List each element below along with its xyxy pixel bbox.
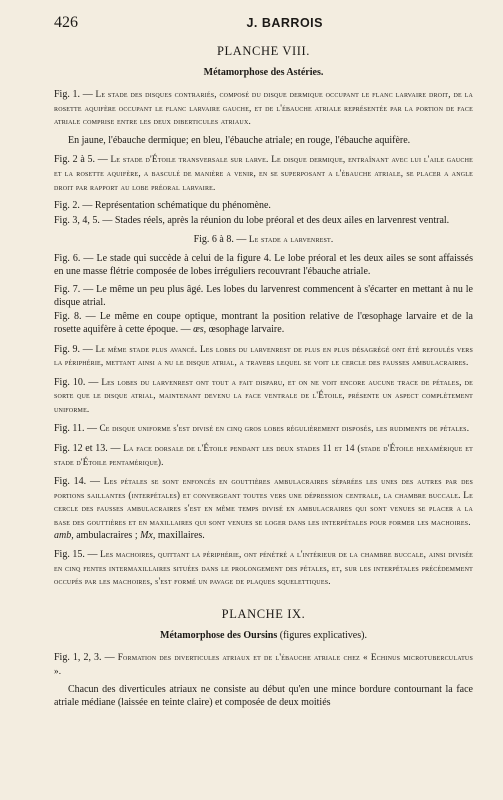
- caption-lead: Fig. 8. —: [54, 311, 96, 323]
- caption-lead: Fig. 2. —: [54, 200, 93, 212]
- caption-lead: Fig. 15. —: [54, 549, 98, 561]
- caption-colors-note: [54, 135, 473, 148]
- caption-fig-7: [54, 284, 473, 309]
- caption-ix-paragraph: [54, 684, 473, 709]
- caption-fig-6-8: [54, 233, 473, 247]
- caption-lead: Fig. 9. —: [54, 343, 93, 355]
- caption-text: Le stade d'Étoile transversale sur larve. Le disque dermique, entraînant avec lui l'aile gauche et la rosette aquifère, a basculé de manière a venir, en se superposant a l'ébauche atriale, se placer a angle droit par rapport au lobe préoral larvaire.: [54, 154, 474, 192]
- plate-viii-title: PLANCHE VIII.: [217, 44, 310, 58]
- caption-text: Le même un peu plus âgé. Les lobes du larvenrest commencent à s'écarter en mettant à nu le disque atrial.: [54, 284, 474, 308]
- caption-lead: Fig. 1, 2, 3. —: [54, 652, 115, 663]
- page-header: [54, 14, 473, 38]
- caption-fig-14-legend: [54, 530, 473, 543]
- caption-fig-3-4-5: [54, 215, 473, 228]
- caption-lead: Fig. 6 à 8. —: [193, 234, 247, 246]
- caption-fig-8: [54, 311, 473, 336]
- plate-ix-subtitle-rest: (figures explicatives).: [279, 630, 367, 641]
- abbreviation: amb,: [54, 529, 74, 541]
- caption-lead: Fig. 3, 4, 5. —: [54, 214, 113, 226]
- caption-text: Stades réels, après la réunion du lobe préoral et des deux ailes en larvenrest ventral.: [114, 214, 450, 226]
- caption-fig-12-13: [54, 442, 473, 469]
- page-number: 426: [54, 14, 78, 31]
- caption-lead: Fig. 7. —: [54, 284, 94, 296]
- caption-text: Les lobes du larvenrest ont tout a fait disparu, et on ne voit encore aucune trace de pétales, de sorte que le disque atrial, maintenant devenu la face ventrale de l'Étoile, présente un aspect complètement uniforme.: [54, 376, 474, 414]
- caption-fig-11: [54, 422, 473, 436]
- caption-text: Formation des diverticules atriaux et de l'ébauche atriale chez « Echinus microtuberculatus ».: [54, 652, 473, 676]
- caption-text: La face dorsale de l'Étoile pendant les deux stades 11 et 14 (stade d'Étoile hexamérique et stade d'Étoile pentamérique).: [54, 443, 473, 467]
- abbreviation: Mx,: [140, 529, 156, 541]
- caption-lead: Fig. 12 et 13. —: [54, 443, 121, 455]
- caption-text: ambulacraires ;: [76, 529, 138, 541]
- running-head: J. BARROIS: [246, 16, 323, 30]
- caption-text: Le stade des disques contrariés, composé du disque dermique occupant le flanc larvaire droit, de la rosette aquifère occupant le flanc larvaire gauche, et de l'ébauche atriale représentée par la portion de face atriale comprise entre les deux diberticules atriaux.: [54, 89, 474, 127]
- caption-lead: Fig. 10. —: [54, 376, 99, 388]
- caption-fig-9: [54, 343, 473, 370]
- abbreviation: œs,: [193, 323, 207, 335]
- caption-lead: Fig. 6. —: [54, 252, 94, 264]
- caption-text: Les machoires, quittant la périphérie, ont pénétré a l'intérieur de la chambre buccale, ainsi divisée en cinq fentes intermaxillaires situées dans le prolongement des pétales, et, sur les interpétales précédemment occupés par les machoires, s'est formé un pavage de plaques squelettiques.: [54, 549, 474, 587]
- caption-fig-15: [54, 548, 473, 589]
- caption-fig-14: [54, 475, 473, 529]
- caption-lead: Fig. 14. —: [54, 476, 100, 488]
- caption-fig-2-5: [54, 153, 473, 194]
- caption-lead: Fig. 2 à 5. —: [54, 154, 108, 166]
- caption-text: En jaune, l'ébauche dermique; en bleu, l'ébauche atriale; en rouge, l'ébauche aquifère.: [68, 134, 411, 146]
- plate-ix-subtitle: [54, 630, 473, 641]
- caption-text: Chacun des diverticules atriaux ne consiste au début qu'en une mince bordure contournant la face atriale médiane (laissée en teinte claire) et composée de deux moitiés: [54, 684, 473, 708]
- plate-viii-subtitle: Métamorphose des Astéries.: [203, 67, 324, 78]
- caption-text: Le même en coupe optique, montrant la position relative de l'œsophage larvaire et de la rosette aquifère à cette époque. —: [54, 311, 473, 335]
- caption-fig-6: [54, 253, 473, 278]
- caption-text: Représentation schématique du phénomène.: [94, 200, 271, 212]
- caption-text: maxillaires.: [157, 529, 205, 541]
- plate-ix-title: PLANCHE IX.: [221, 607, 306, 621]
- caption-text: Le stade a larvenrest.: [248, 234, 334, 245]
- plate-ix-subtitle-main: Métamorphose des Oursins: [160, 630, 278, 641]
- caption-fig-1: [54, 88, 473, 129]
- caption-text: Le stade qui succède à celui de la figure 4. Le lobe préoral et les deux ailes se sont affaissés en une masse flétrie composée de lobes irréguliers recouvrant l'ébauche atriale.: [54, 252, 474, 277]
- caption-text: œsophage larvaire.: [208, 323, 285, 335]
- caption-fig-2: [54, 200, 473, 213]
- caption-fig-10: [54, 376, 473, 417]
- caption-ix-fig-1-3: [54, 651, 473, 678]
- caption-lead: Fig. 1. —: [54, 89, 93, 100]
- caption-text: Le même stade plus avancé. Les lobes du larvenrest de plus en plus désagrégé ont été refoulés vers la périphérie, mettant ainsi a nu le disque atrial, a travers lequel se voit le cercle des fausses ambulacraires.: [54, 343, 474, 368]
- caption-text: Les pétales se sont enfoncés en gouttières ambulacraires séparées les unes des autres par des portions saillantes (interpétales) et convergeant toutes vers une dépression centrale, la chambre buccale. Le cercle des fausses ambulacraires s'est en même temps divisé en ambulacraires qui sont venues se placer a la base des gouttières et en maxillaires qui sont venues se loger dans les interpétales pour former les machoires.: [54, 476, 474, 528]
- caption-lead: Fig. 11. —: [54, 423, 97, 435]
- caption-text: Ce disque uniforme s'est divisé en cinq gros lobes régulièrement disposés, les rudiments de pétales.: [99, 423, 470, 434]
